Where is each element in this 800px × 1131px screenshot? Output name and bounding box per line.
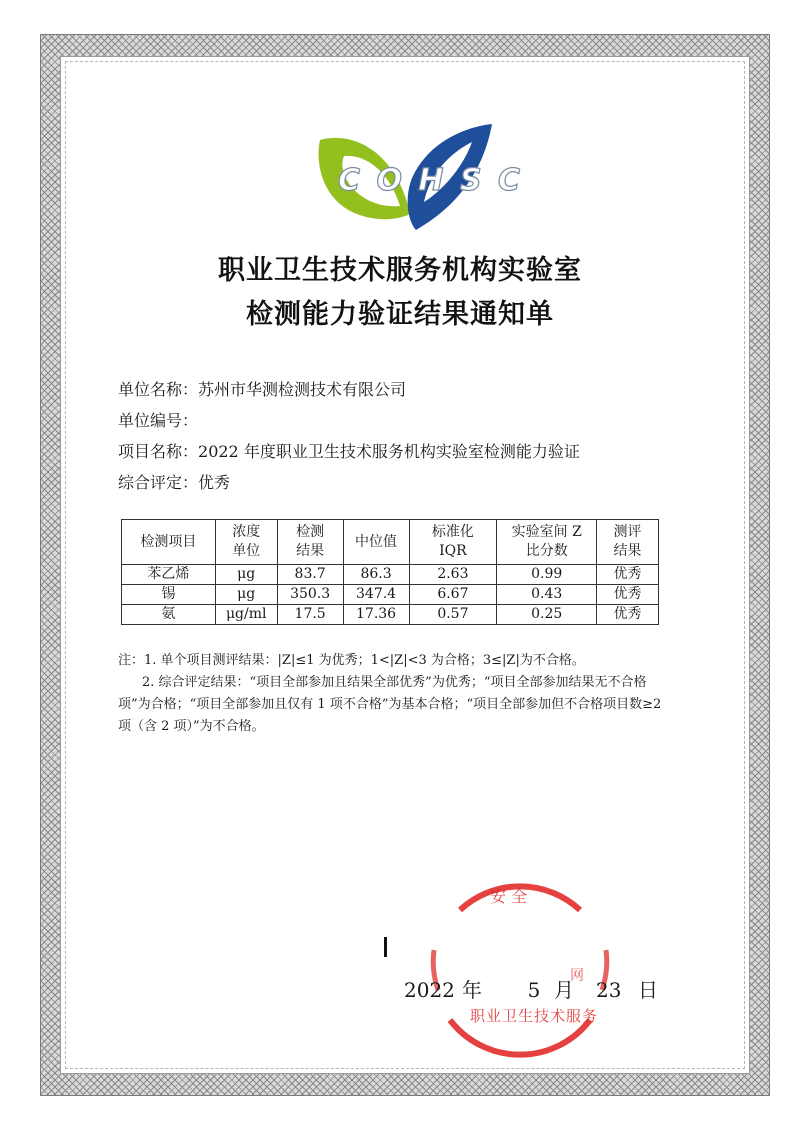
unit-name-label: 单位名称： xyxy=(118,380,199,399)
cell-item: 锡 xyxy=(122,585,216,605)
header-z-score: 实验室间 Z 比分数 xyxy=(497,520,597,565)
project-row xyxy=(118,436,580,467)
cell-median: 17.36 xyxy=(343,605,409,625)
table-row xyxy=(122,585,659,605)
cell-result: 83.7 xyxy=(277,565,343,585)
note-2: 2. 综合评定结果：“项目全部参加且结果全部优秀”为优秀；“项目全部参加结果无不合格项”为合格；“项目全部参加且仅有 1 项不合格”为基本合格；“项目全部参加但不合格项目数≥2 项（含 2 项）”为不合格。 xyxy=(118,675,662,734)
table-header-row xyxy=(122,520,659,565)
official-seal xyxy=(420,880,620,1060)
unit-name-row xyxy=(118,374,580,405)
cell-median: 86.3 xyxy=(343,565,409,585)
title-line-2: 检测能力验证结果通知单 xyxy=(246,299,554,330)
unit-code-label: 单位编号： xyxy=(118,411,199,430)
info-block xyxy=(118,374,580,498)
date-month: 5 xyxy=(527,978,541,1002)
header-iqr: 标准化 IQR xyxy=(409,520,497,565)
rating-value: 优秀 xyxy=(198,473,231,492)
cell-evaluation: 优秀 xyxy=(597,605,659,625)
cell-median: 347.4 xyxy=(343,585,409,605)
unit-name-value: 苏州市华测检测技术有限公司 xyxy=(198,380,407,399)
seal-text: 职业卫生技术服务 xyxy=(470,1007,599,1025)
date-month-unit: 月 xyxy=(554,978,574,1002)
cell-result: 350.3 xyxy=(277,585,343,605)
cell-unit: μg xyxy=(215,585,277,605)
unit-code-row xyxy=(118,405,580,436)
project-value: 2022 年度职业卫生技术服务机构实验室检测能力验证 xyxy=(198,442,580,461)
issue-date xyxy=(404,974,658,1003)
note-1: 注：1. 单个项目测评结果：|Z|≤1 为优秀；1<|Z|<3 为合格；3≤|Z|为不合格。 xyxy=(118,653,585,668)
cell-z-score: 0.25 xyxy=(497,605,597,625)
date-day: 23 xyxy=(596,978,622,1002)
cell-iqr: 0.57 xyxy=(409,605,497,625)
signature-mark xyxy=(384,937,387,957)
header-evaluation: 测评 结果 xyxy=(597,520,659,565)
cell-z-score: 0.99 xyxy=(497,565,597,585)
header-median: 中位值 xyxy=(343,520,409,565)
date-year-unit: 年 xyxy=(462,978,482,1002)
header-unit: 浓度 单位 xyxy=(215,520,277,565)
notes-block xyxy=(118,650,673,738)
date-day-unit: 日 xyxy=(638,978,658,1002)
rating-row xyxy=(118,467,580,498)
cell-evaluation: 优秀 xyxy=(597,585,659,605)
cell-item: 氨 xyxy=(122,605,216,625)
cell-iqr: 6.67 xyxy=(409,585,497,605)
table-row xyxy=(122,565,659,585)
cell-evaluation: 优秀 xyxy=(597,565,659,585)
cohsc-logo xyxy=(312,118,524,240)
header-result: 检测 结果 xyxy=(277,520,343,565)
cell-unit: μg/ml xyxy=(215,605,277,625)
table-row xyxy=(122,605,659,625)
svg-text:网: 网 xyxy=(570,968,584,984)
rating-label: 综合评定： xyxy=(118,473,199,492)
title-line-1: 职业卫生技术服务机构实验室 xyxy=(218,255,582,286)
cell-unit: μg xyxy=(215,565,277,585)
cell-item: 苯乙烯 xyxy=(122,565,216,585)
results-table xyxy=(121,519,659,625)
cell-iqr: 2.63 xyxy=(409,565,497,585)
cell-z-score: 0.43 xyxy=(497,585,597,605)
cell-result: 17.5 xyxy=(277,605,343,625)
project-label: 项目名称： xyxy=(118,442,199,461)
svg-text:安 全: 安 全 xyxy=(490,887,528,906)
date-year: 2022 xyxy=(404,978,455,1002)
header-item: 检测项目 xyxy=(122,520,216,565)
logo-text: C O H S C xyxy=(338,163,524,198)
